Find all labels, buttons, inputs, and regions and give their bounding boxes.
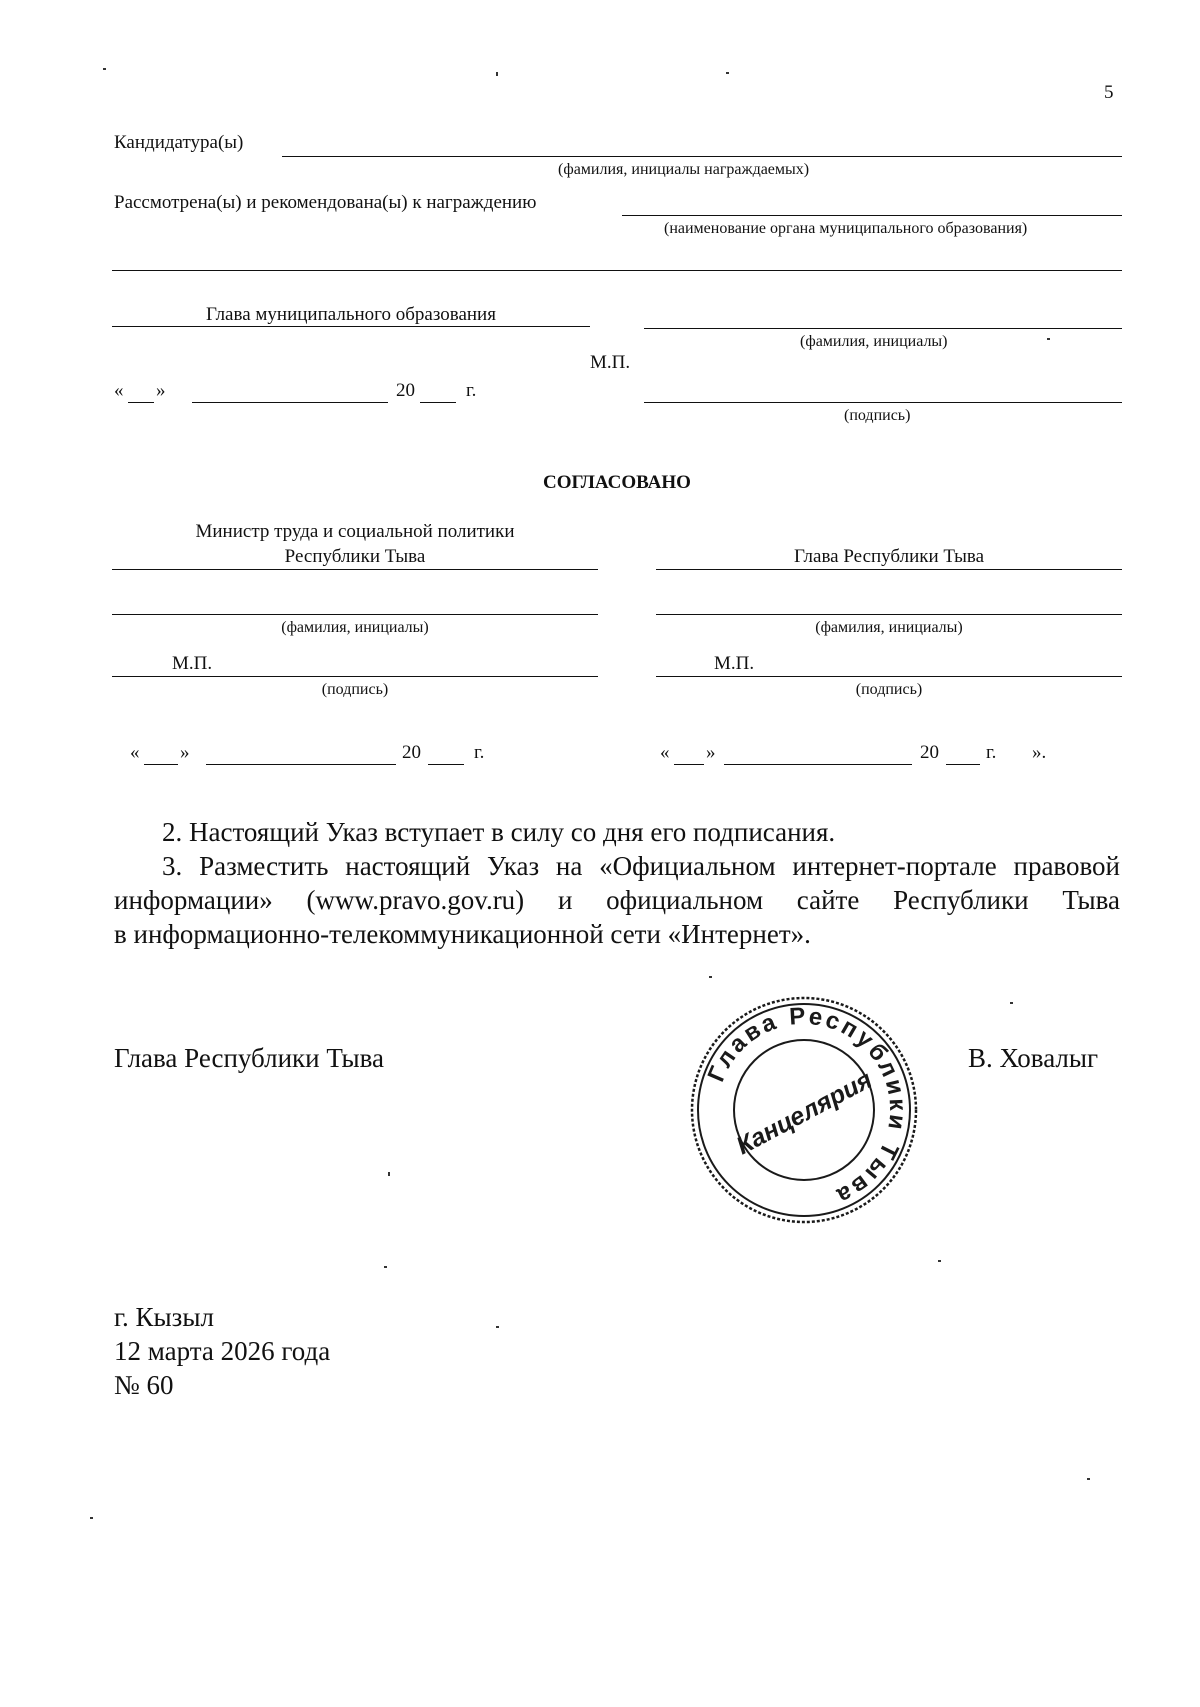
footer-date: 12 марта 2026 года [114, 1336, 331, 1366]
paragraph-2: 2. Настоящий Указ вступает в силу со дня его подписания. [162, 817, 836, 847]
head-signature-hint: (подпись) [855, 681, 923, 698]
municipal-name-hint: (фамилия, инициалы) [800, 333, 948, 350]
minister-signature-line [112, 676, 598, 677]
signature-title: Глава Республики Тыва [114, 1043, 385, 1073]
year-line-2 [428, 764, 464, 765]
year-prefix-3: 20 [920, 742, 939, 763]
head-municipal-label: Глава муниципального образования [206, 304, 496, 325]
month-line-1 [192, 402, 388, 403]
municipal-mp: М.П. [590, 352, 631, 373]
day-line-2 [144, 764, 178, 765]
candidate-hint: (фамилия, инициалы награждаемых) [558, 161, 810, 178]
minister-title-line [112, 569, 598, 570]
day-line-3 [674, 764, 704, 765]
paragraph-3-line2: информации» (www.pravo.gov.ru) и официальном сайте Республики Тыва [114, 885, 1120, 915]
scan-speck [1087, 1478, 1090, 1480]
head-name-line [656, 614, 1122, 615]
date-quote-open-2: « [130, 742, 140, 763]
minister-title-line2: Республики Тыва [284, 546, 426, 567]
year-line-3 [946, 764, 980, 765]
recommended-label: Рассмотрена(ы) и рекомендована(ы) к награждению [114, 192, 537, 213]
scan-speck [709, 976, 712, 978]
minister-name-hint: (фамилия, инициалы) [281, 619, 429, 636]
date-quote-close-2: » [180, 742, 190, 763]
municipal-name-line [644, 328, 1122, 329]
year-suffix-1: г. [466, 380, 477, 401]
day-line-1 [128, 402, 154, 403]
closing-quote: ». [1032, 742, 1047, 763]
scan-speck [496, 1326, 499, 1328]
minister-name-line [112, 614, 598, 615]
footer-number: № 60 [114, 1370, 174, 1400]
candidate-line [282, 156, 1122, 157]
recommended-hint: (наименование органа муниципального образования) [664, 220, 1028, 237]
scan-speck [496, 72, 498, 76]
page-number: 5 [1104, 82, 1114, 103]
scan-speck [1010, 1002, 1013, 1004]
scan-speck [103, 68, 106, 70]
head-municipal-line [112, 326, 590, 327]
date-quote-close-1: » [156, 380, 166, 401]
year-line-1 [420, 402, 456, 403]
scan-speck [938, 1260, 941, 1262]
paragraph-3-line1: 3. Разместить настоящий Указ на «Официальном интернет-портале правовой [162, 851, 1120, 881]
scan-speck [384, 1266, 387, 1268]
year-suffix-3: г. [986, 742, 997, 763]
head-title-line [656, 569, 1122, 570]
head-signature-line [656, 676, 1122, 677]
month-line-2 [206, 764, 396, 765]
minister-mp: М.П. [172, 653, 213, 674]
scan-speck [726, 72, 729, 74]
recommended-line [622, 215, 1122, 216]
footer-city: г. Кызыл [114, 1302, 214, 1332]
stamp-inner-text: Канцелярия [731, 1065, 877, 1161]
candidate-label: Кандидатура(ы) [114, 132, 244, 153]
agreed-title: СОГЛАСОВАНО [543, 472, 691, 493]
recommended-line-2 [112, 270, 1122, 271]
scan-speck [90, 1517, 93, 1519]
head-mp: М.П. [714, 653, 755, 674]
paragraph-3-line3: в информационно-телекоммуникационной сети «Интернет». [114, 919, 811, 949]
signature-name: В. Ховалыг [968, 1043, 1099, 1073]
date-quote-open-1: « [114, 380, 124, 401]
date-quote-open-3: « [660, 742, 670, 763]
municipal-signature-line [644, 402, 1122, 403]
year-suffix-2: г. [474, 742, 485, 763]
head-title: Глава Республики Тыва [793, 546, 985, 567]
stamp-outer-text: Глава Республики Тыва [702, 1002, 912, 1211]
year-prefix-2: 20 [402, 742, 421, 763]
stamp-seal [684, 990, 924, 1230]
year-prefix-1: 20 [396, 380, 415, 401]
scan-speck [388, 1172, 390, 1176]
head-name-hint: (фамилия, инициалы) [815, 619, 963, 636]
scan-speck [1047, 338, 1050, 340]
municipal-signature-hint: (подпись) [844, 407, 911, 424]
date-quote-close-3: » [706, 742, 716, 763]
month-line-3 [724, 764, 912, 765]
minister-signature-hint: (подпись) [321, 681, 389, 698]
minister-title-line1: Министр труда и социальной политики [195, 521, 515, 542]
